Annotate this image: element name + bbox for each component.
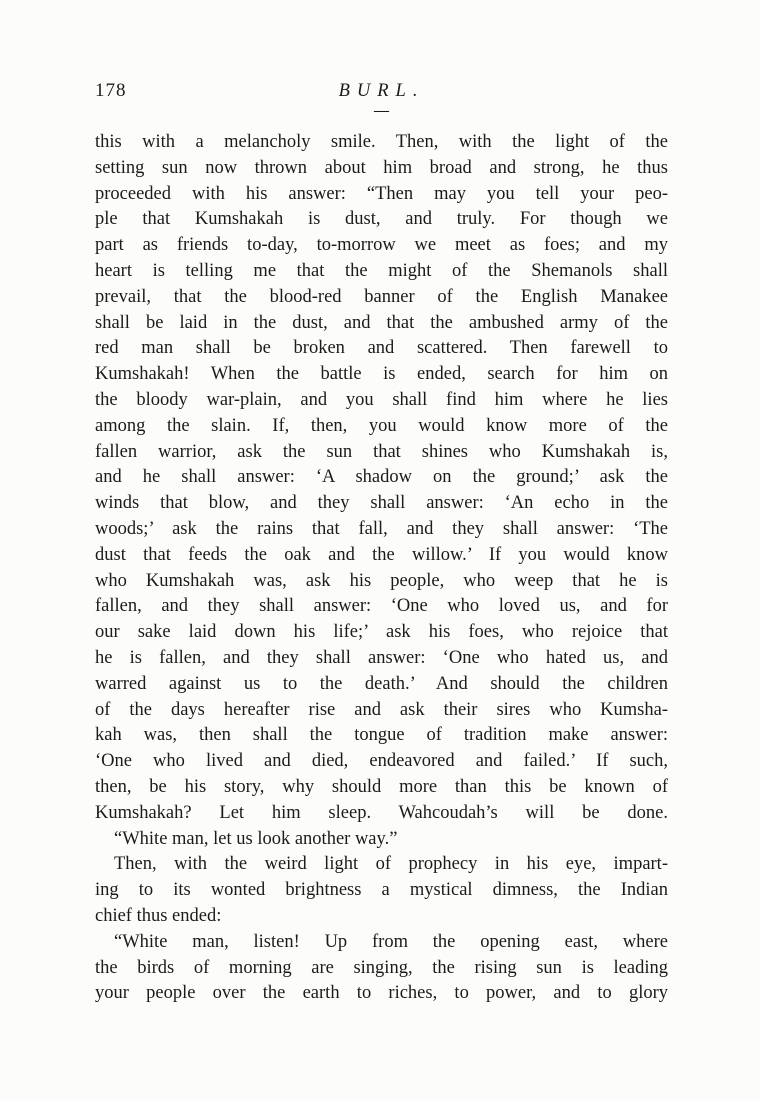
page-number: 178 — [95, 80, 127, 101]
text-line: Kumshakah? Let him sleep. Wahcoudah’s will be done. — [95, 802, 668, 823]
text-line: woods;’ ask the rains that fall, and they shall answer: ‘The — [95, 518, 668, 539]
text-line: ing to its wonted brightness a mystical dimness, the Indian — [95, 880, 668, 901]
text-line: of the days hereafter rise and ask their sires who Kumsha- — [95, 699, 668, 720]
paragraph — [95, 130, 668, 827]
text-line: he is fallen, and they shall answer: ‘One who hated us, and — [95, 647, 668, 668]
text-line: Kumshakah! When the battle is ended, search for him on — [95, 364, 668, 385]
text-line: the birds of morning are singing, the rising sun is leading — [95, 957, 668, 978]
text-line: chief thus ended: — [95, 905, 222, 926]
text-line: Then, with the weird light of prophecy in his eye, impart- — [114, 854, 668, 875]
text-line: among the slain. If, then, you would know more of the — [95, 415, 668, 436]
text-line: prevail, that the blood-red banner of the English Manakee — [95, 286, 668, 307]
text-line: your people over the earth to riches, to power, and to glory — [95, 983, 668, 1004]
text-line: fallen warrior, ask the sun that shines who Kumshakah is, — [95, 441, 668, 462]
text-line: fallen, and they shall answer: ‘One who loved us, and for — [95, 596, 668, 617]
text-line: heart is telling me that the might of the Shemanols shall — [95, 260, 668, 281]
text-line: and he shall answer: ‘A shadow on the ground;’ ask the — [95, 467, 668, 488]
text-line: “White man, listen! Up from the opening east, where — [114, 931, 668, 952]
page-body — [95, 130, 668, 1007]
paragraph — [95, 852, 668, 929]
text-line: shall be laid in the dust, and that the ambushed army of the — [95, 312, 668, 333]
text-line: dust that feeds the oak and the willow.’ If you would know — [95, 544, 668, 565]
text-line: part as friends to-day, to-morrow we meet as foes; and my — [95, 235, 668, 256]
header-ornament: — — [374, 103, 389, 119]
page-header — [95, 80, 668, 102]
text-line: ‘One who lived and died, endeavored and failed.’ If such, — [95, 751, 668, 772]
text-line: the bloody war-plain, and you shall find him where he lies — [95, 389, 668, 410]
paragraph — [95, 930, 668, 1007]
text-line: winds that blow, and they shall answer: ‘An echo in the — [95, 493, 668, 514]
text-line: ple that Kumshakah is dust, and truly. For though we — [95, 209, 668, 230]
text-line: red man shall be broken and scattered. Then farewell to — [95, 338, 668, 359]
text-line: setting sun now thrown about him broad and strong, he thus — [95, 157, 668, 178]
text-line: this with a melancholy smile. Then, with the light of the — [95, 132, 668, 152]
text-line: warred against us to the death.’ And should the children — [95, 673, 668, 694]
text-line: proceeded with his answer: “Then may you tell your peo- — [95, 183, 668, 204]
paragraph — [95, 827, 668, 853]
running-head: BURL. — [338, 81, 425, 101]
text-line: “White man, let us look another way.” — [114, 828, 398, 849]
text-line: who Kumshakah was, ask his people, who weep that he is — [95, 570, 668, 591]
text-line: our sake laid down his life;’ ask his foes, who rejoice that — [95, 622, 668, 643]
text-line: kah was, then shall the tongue of tradition make answer: — [95, 725, 668, 746]
text-line: then, be his story, why should more than this be known of — [95, 776, 668, 797]
